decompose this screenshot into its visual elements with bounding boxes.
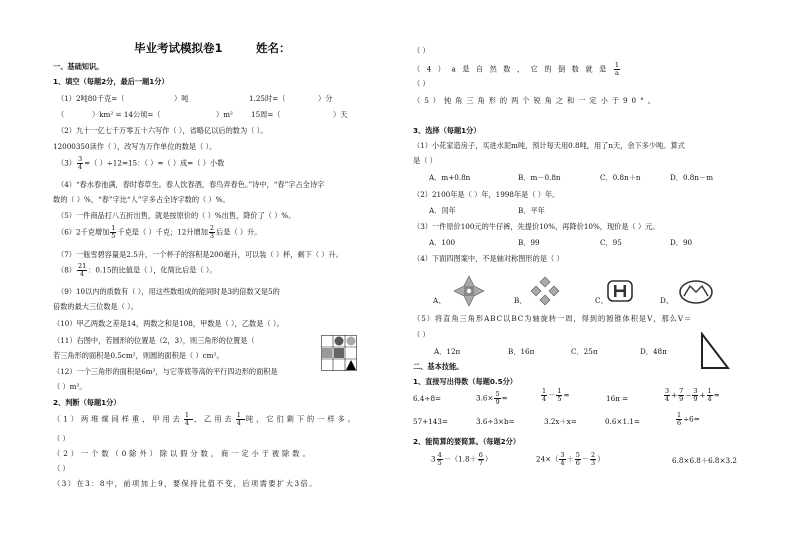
page-title: 毕业考试模拟卷1 (134, 41, 223, 55)
q3-4-opt-c[interactable]: C、 (595, 296, 608, 305)
q1-7: （7）一瓶雪碧容量是2.5升，一个杯子的容积是200毫升，可以装（ ）杯，剩下（ ）升。 (57, 250, 343, 259)
q1-1-h: 15周=（ (251, 110, 281, 119)
simplify-1: 3 $\frac{4}{5}$ －（1.8＋ $\frac{6}{7}$ ） (431, 451, 493, 467)
section-basic-knowledge: 一、基础知识。 (53, 62, 104, 71)
q3-3-opt-d[interactable]: D．90 (670, 238, 693, 247)
mazda-logo-shape (678, 279, 714, 305)
q1-9-b: 倍数的最大三位数是（ ）。 (53, 302, 138, 311)
section-basic-skills: 二、基本技能。 (413, 362, 464, 371)
q3-1-opt-a[interactable]: A．m+0.8n (429, 173, 471, 182)
q3-5-opt-b[interactable]: B．16π (508, 347, 535, 356)
q1-12-b: （ ）m²。 (53, 382, 87, 391)
q3-5: （5）将直角三角形ABC以BC为轴旋转一周，得到的圆锥体积是V，那么V＝ (413, 314, 693, 323)
q3-3: （3）一件原价100元的牛仔裤，先提价10%，再降价10%，现价是（ ）元。 (413, 222, 660, 231)
simplify-3: 6.8×6.8＋6.8×3.2 (672, 456, 737, 465)
simplify-2: 24×（ $\frac{3}{4}$ ＋ $\frac{5}{6}$ － $\frac{2}{3}$ ） (536, 451, 605, 467)
q2-4-answer[interactable]: （ ） (413, 79, 430, 88)
calc-9: 0.6×1.1= (605, 417, 640, 426)
q1-1-d: ）分 (318, 94, 333, 103)
calc-5: $\frac{3}{4}$ + $\frac{7}{9}$ − $\frac{3}{9}$ + $\frac{1}{4}$ = (665, 387, 720, 403)
q1-1-c: 1.25时=（ (249, 94, 286, 103)
q3-3-opt-c[interactable]: C．95 (600, 238, 622, 247)
q1-6: （6）2千克增加 $\frac{1}{5}$ 千克是（ ）千克；12升增加 $\frac{2}{3}$ 后是（ ）升。 (57, 224, 262, 240)
q3-5-opt-a[interactable]: A．12π (434, 347, 461, 356)
calc-2: 3.6× $\frac{5}{9}$ = (476, 390, 508, 406)
circle-shape (335, 337, 344, 346)
fraction-3-4: $\frac{3}{4}$ (77, 155, 83, 171)
q3-1: （1）小花家造房子，买进水泥m吨，预计每天用0.8吨，用了n天，余下多少吨。算式 (413, 141, 685, 150)
q2-2: （2）一个数（0除外）除以假分数，商一定小于被除数。 (53, 449, 313, 458)
q1-11: （11）右图中，若圆形的位置是（2，3），则三角形的位置是（ (53, 336, 255, 345)
q3-5-b: （ ） (413, 330, 430, 339)
q3-3-opt-b[interactable]: B．99 (518, 238, 540, 247)
q2-heading: 2、判断（每题1分） (53, 398, 121, 407)
q2-1-answer[interactable]: （ ） (53, 434, 70, 443)
q2-2-answer[interactable]: （ ） (53, 464, 70, 473)
q1-12: （12）一个三角形的面积是6m²，与它等底等高的平行四边形的面积是 (53, 367, 278, 376)
q1-1-b: ）吨 (174, 94, 189, 103)
q1-3: （3） $\frac{3}{4}$ =（ ）÷12=15：（ ）=（ ）成=（ ）小数 (57, 155, 225, 171)
diamonds-shape (530, 276, 560, 306)
grid-figure (321, 335, 357, 371)
q1-8: （8） $\frac{21}{4}$ ：0.15的比值是（ ），化简比后是（ ）。 (57, 262, 217, 278)
calc-10: $\frac{1}{6}$ ÷6= (677, 411, 700, 427)
calc-8: 3.2x＋x= (544, 417, 577, 426)
q3-1-opt-d[interactable]: D．0.8n－m (670, 173, 714, 182)
q3-5-opt-c[interactable]: C．25π (571, 347, 598, 356)
q3-1-opt-c[interactable]: C．0.8n＋n (600, 173, 641, 182)
calc-7: 3.6÷3×b= (476, 417, 515, 426)
q1-2-b: 12000350读作（ ），改写为万作单位的数是（ ）。 (53, 142, 217, 151)
q3-2-opt-b[interactable]: B．平年 (518, 206, 545, 215)
name-label: 姓名： (256, 41, 291, 55)
calc-6: 57+143= (413, 417, 448, 426)
q1-9: （9）10以内的质数有（ ），用这些数组成的能同时是3的倍数又是5的 (57, 287, 280, 296)
q1-5: （5）一件商品打八五折出售，就是按原价的（ ）%出售，降价了（ ）%。 (57, 211, 296, 220)
q3-heading: 3、选择（每题1分） (413, 126, 481, 135)
calc-1: 6.4÷8= (413, 394, 442, 403)
q3-5-opt-d[interactable]: D．48π (640, 347, 667, 356)
q3-3-opt-a[interactable]: A．100 (429, 238, 456, 247)
q2-3: （3）在3：8中，前项加上9，要保持比值不变，后项需要扩大3倍。 (53, 479, 318, 488)
q1-1-a: （1）2吨80千克=（ (57, 94, 125, 103)
q1-1-i: ）天 (333, 110, 348, 119)
q3-4-opt-d[interactable]: D、 (660, 296, 673, 305)
q1-heading: 1、填空（每题2分，最后一题1分） (53, 77, 169, 86)
calc-3: $\frac{1}{4}$ － $\frac{1}{5}$ = (542, 387, 570, 403)
q1-10: （10）甲乙两数之差是14，两数之和是108，甲数是（ ），乙数是（ ）。 (53, 319, 284, 328)
honda-logo-shape (607, 280, 633, 302)
q1-11-b: 若三角形的面积是0.5cm²，则圆的面积是（ ）cm²。 (53, 351, 224, 360)
q3-2-opt-a[interactable]: A．闰年 (429, 206, 456, 215)
calc-4: 16π = (606, 394, 629, 403)
q3-1-b: 是（ ） (413, 156, 437, 165)
right-triangle-abc (700, 332, 730, 370)
q3-4-opt-a[interactable]: A、 (433, 296, 446, 305)
q1-2: （2）九十一亿七千万零五十六写作（ ），省略亿以后的数为（ ）。 (57, 126, 268, 135)
q1-1-f: ）km² = 14公顷=（ (92, 110, 161, 119)
q1-1-g: ）m² (216, 110, 233, 119)
q4-heading: 1、直接写出得数（每题0.5分） (413, 377, 517, 386)
q1-4: （4）“春水春池满，春时春草生。春人饮春酒，春鸟弄春色。”诗中，“春”字占全诗字 (57, 180, 325, 189)
triangle-shape (346, 360, 356, 370)
q3-4: （4）下面四图案中，不是轴对称图形的是（ ） (413, 254, 564, 263)
q2-3-answer[interactable]: （ ） (413, 46, 430, 55)
q1-1-e: （ (57, 110, 65, 119)
q3-1-opt-b[interactable]: B．m－0.8n (518, 173, 561, 182)
pinwheel-shape (453, 275, 485, 307)
q5-heading: 2、能简算的要简算。（每题2分） (413, 437, 521, 446)
q2-1: （1）两堆煤同样重，甲用去 $\frac{1}{4}$ ，乙用去 $\frac{1}{4}$ 吨，它们剩下的一样多。 (53, 411, 358, 427)
q1-4-b: 数的（ ）%，“春”字比“人”字多占全诗字数的（ ）%。 (53, 195, 230, 204)
q2-4: （4）a是自然数，它的倒数就是 $\frac{1}{a}$ (413, 61, 619, 77)
q3-4-opt-b[interactable]: B、 (514, 296, 527, 305)
q3-2: （2）2100年是（ ）年，1998年是（ ）年。 (413, 190, 560, 199)
q2-5: （5）钝角三角形的两个锐角之和一定小于90°。 (413, 96, 659, 105)
